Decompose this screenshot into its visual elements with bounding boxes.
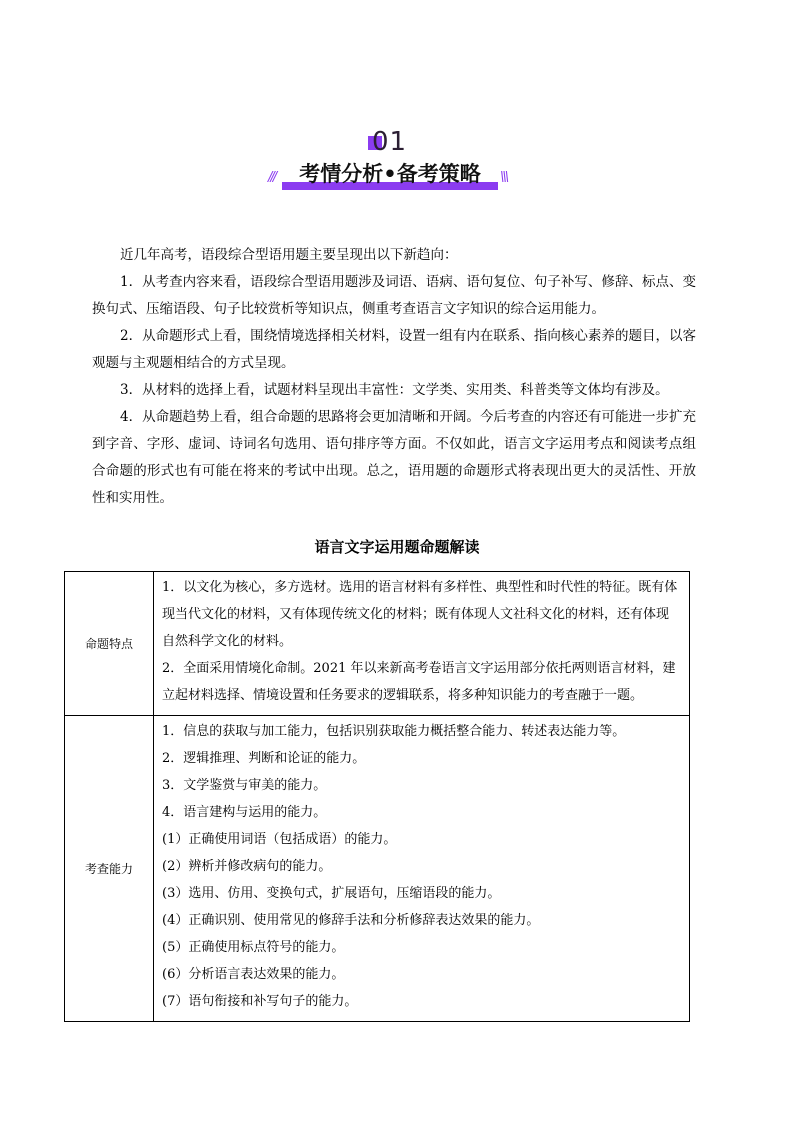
row-line: (6）分析语言表达效果的能力。 — [162, 967, 345, 982]
row-label: 考查能力 — [65, 716, 154, 1022]
section-title: 考情分析•备考策略 — [299, 162, 481, 186]
intro-point: 4．从命题趋势上看，组合命题的思路将会更加清晰和开阔。今后考查的内容还有可能进一步扩充到字音、字形、虚词、诗词名句选用、语句排序等方面。不仅如此，语言文字运用考点和阅读考点组合命题的形式也有可能在将来的考试中出现。总之，语用题的命题形式将表现出更大的灵活性、开放性和实用性。 — [92, 409, 696, 506]
intro-lead: 近几年高考，语段综合型语用题主要呈现出以下新趋向： — [120, 247, 458, 263]
intro-point: 3．从材料的选择上看，试题材料呈现出丰富性：文学类、实用类、科普类等文体均有涉及。 — [120, 382, 669, 398]
row-line: (7）语句衔接和补写句子的能力。 — [162, 994, 358, 1009]
intro-point: 2．从命题形式上看，围绕情境选择相关材料，设置一组有内在联系、指向核心素养的题目，以客观题与主观题相结合的方式呈现。 — [92, 328, 696, 371]
intro-section — [92, 242, 696, 512]
table-title: 语言文字运用题命题解读 — [314, 538, 480, 556]
row-line: (2）辨析并修改病句的能力。 — [162, 859, 332, 874]
section-number: 01 — [372, 127, 408, 157]
decor-slashes-right: \\\ — [500, 170, 508, 185]
decor-slashes-left: /// — [268, 170, 276, 185]
row-line: 1．以文化为核心，多方选材。选用的语言材料有多样性、典型性和时代性的特征。既有体现当代文化的材料，又有体现传统文化的材料；既有体现人文社科文化的材料，还有体现自然科学文化的材料。 — [162, 580, 678, 649]
row-line: (3）选用、仿用、变换句式，扩展语句，压缩语段的能力。 — [162, 886, 501, 901]
row-line: 2．逻辑推理、判断和论证的能力。 — [162, 751, 366, 766]
row-line: 1．信息的获取与加工能力，包括识别获取能力概括整合能力、转述表达能力等。 — [162, 724, 626, 739]
intro-point: 1．从考查内容来看，语段综合型语用题涉及词语、语病、语句复位、句子补写、修辞、标点、变换句式、压缩语段、句子比较赏析等知识点，侧重考查语言文字知识的综合运用能力。 — [92, 274, 696, 317]
row-content — [154, 716, 690, 1022]
row-line: (5）正确使用标点符号的能力。 — [162, 940, 345, 955]
row-content — [154, 572, 690, 716]
row-line: (4）正确识别、使用常见的修辞手法和分析修辞表达效果的能力。 — [162, 913, 540, 928]
row-line: (1）正确使用词语（包括成语）的能力。 — [162, 832, 397, 847]
analysis-table — [64, 571, 690, 1022]
row-line: 2．全面采用情境化命制。2021 年以来新高考卷语言文字运用部分依托两则语言材料，建立起材料选择、情境设置和任务要求的逻辑联系，将多种知识能力的考查融于一题。 — [162, 661, 676, 703]
table-row — [65, 716, 690, 1022]
table-row — [65, 572, 690, 716]
row-line: 4．语言建构与运用的能力。 — [162, 805, 327, 820]
row-line: 3．文学鉴赏与审美的能力。 — [162, 778, 327, 793]
row-label: 命题特点 — [65, 572, 154, 716]
section-header — [0, 120, 794, 200]
